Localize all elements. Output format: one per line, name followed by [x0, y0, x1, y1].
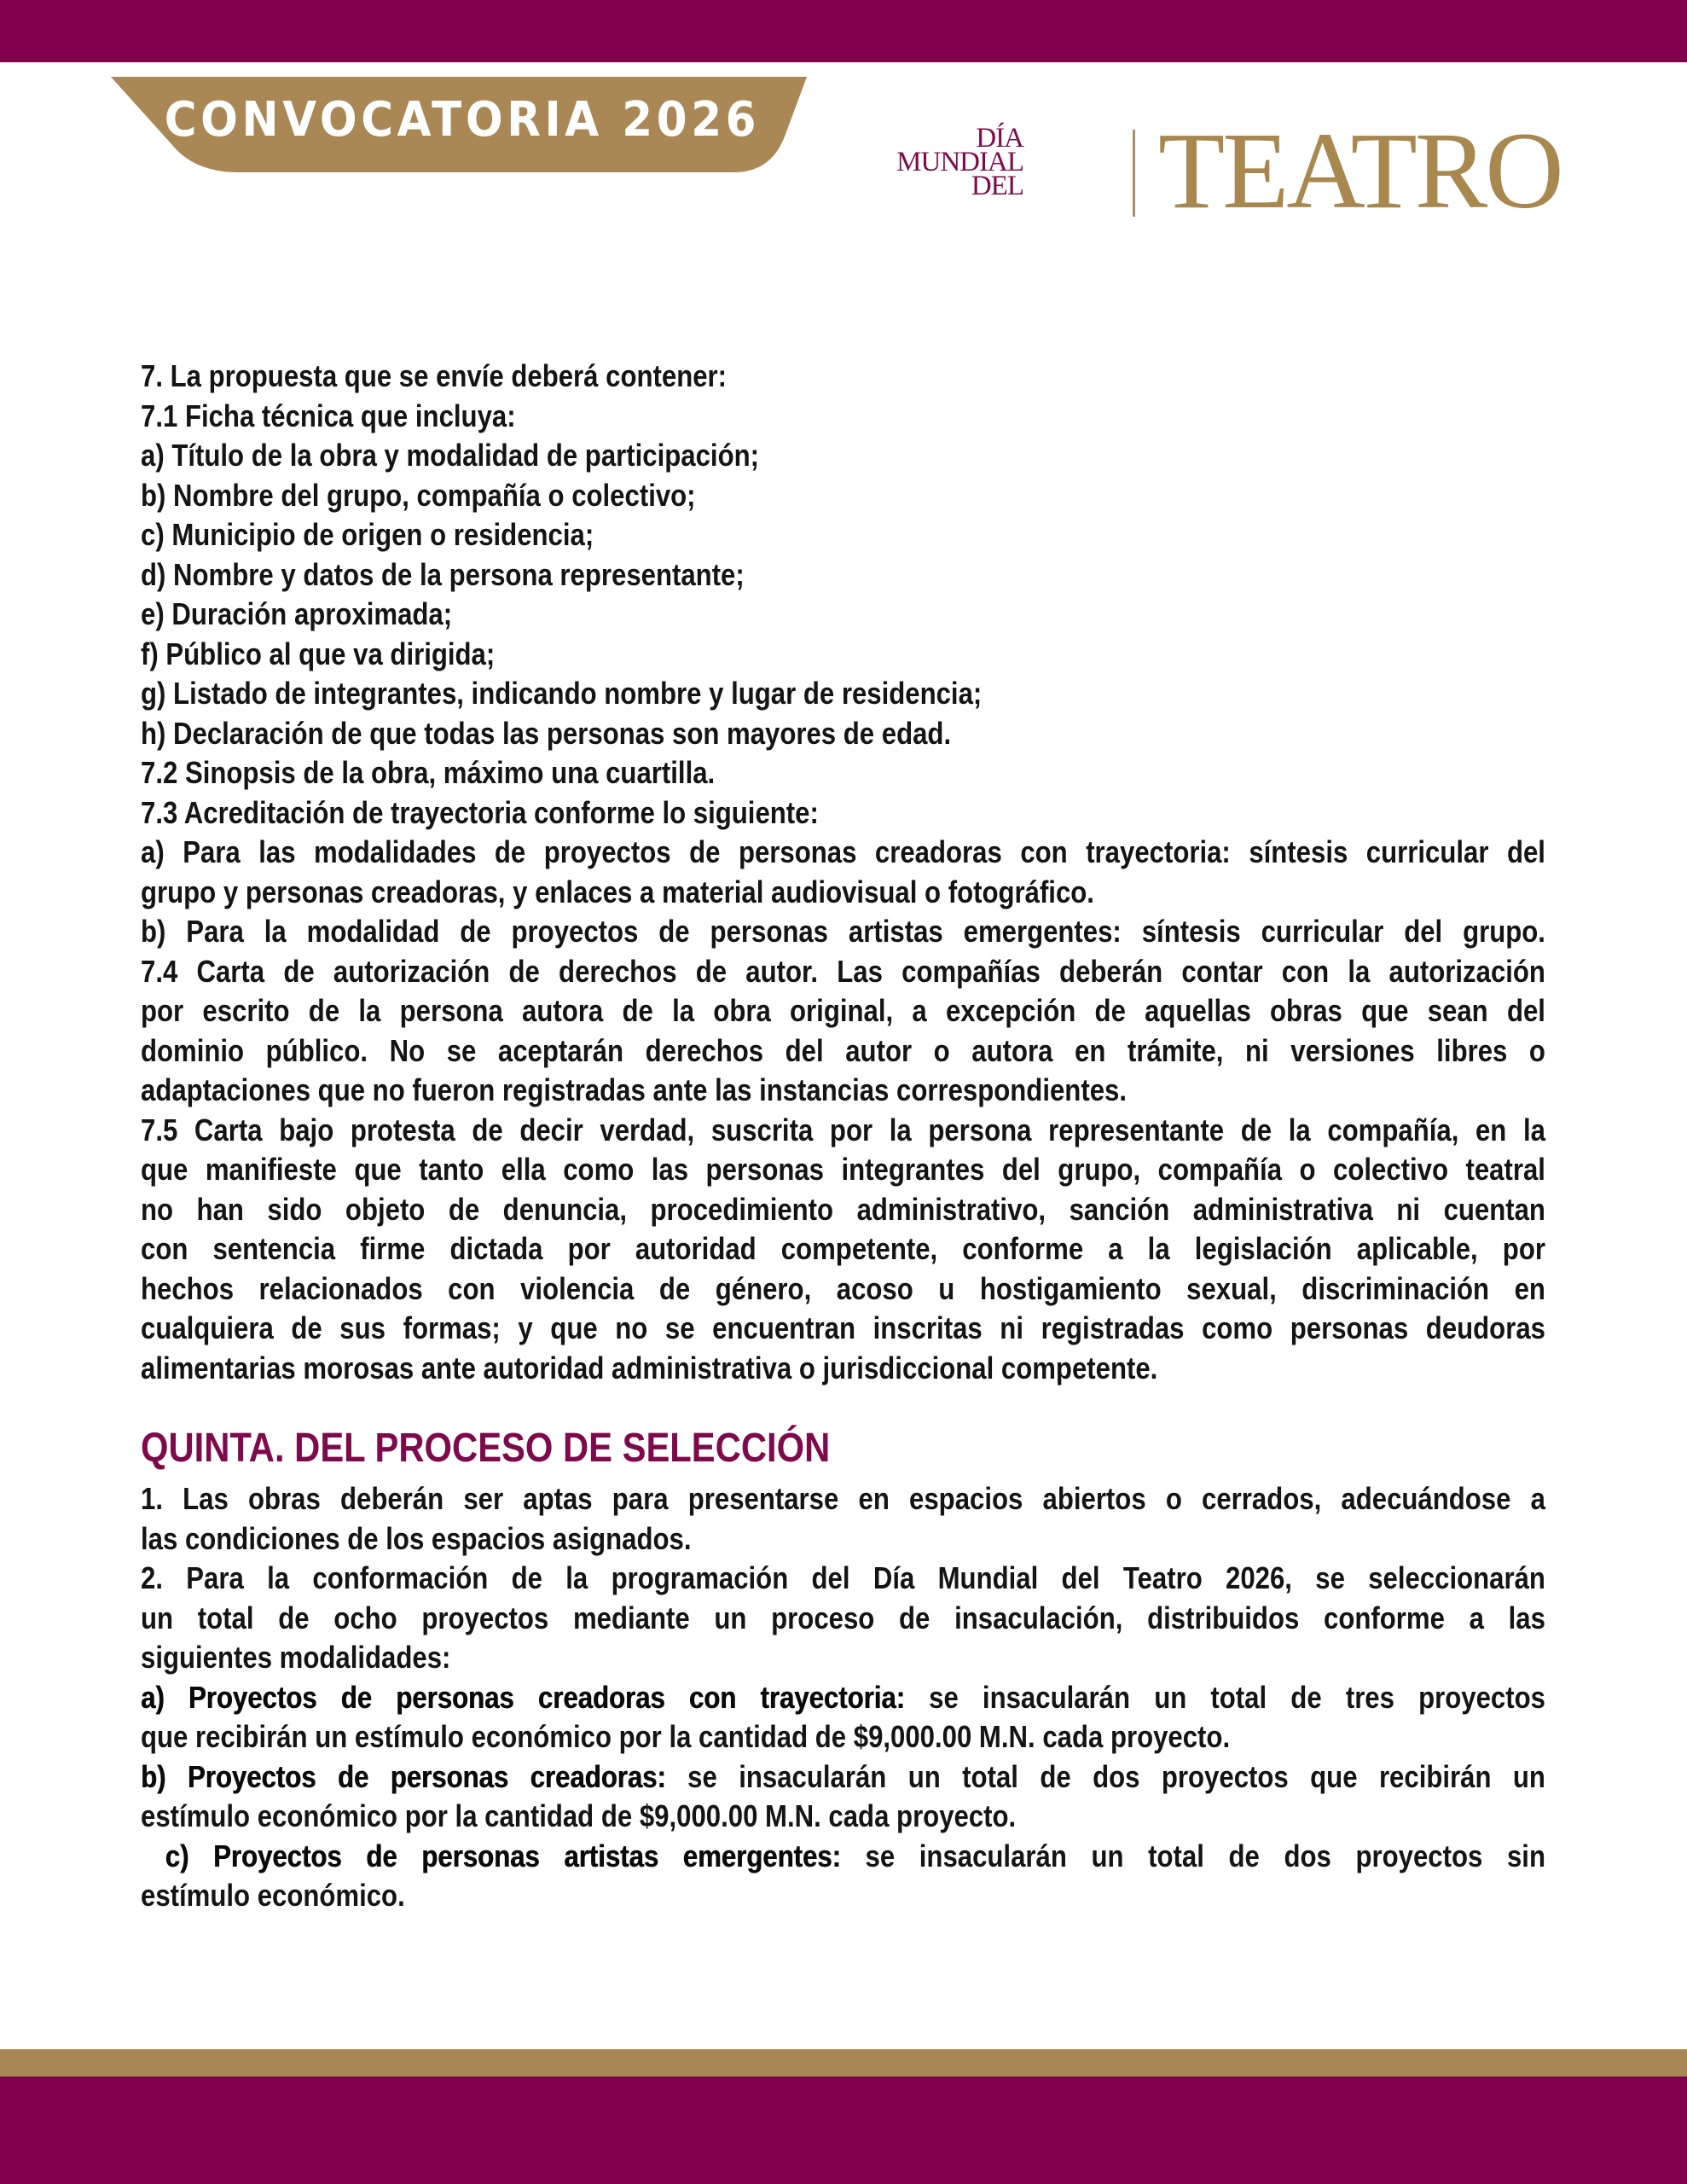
logo-small-text — [896, 123, 1023, 201]
text-line — [141, 1678, 1545, 1718]
section-heading-quinta: QUINTA. DEL PROCESO DE SELECCIÓN — [141, 1426, 831, 1471]
line-text: estímulo económico por la cantidad de $9,000.00 M.N. cada proyecto. — [141, 1798, 1017, 1833]
text-line: b) Para la modalidad de proyectos de personas artistas emergentes: síntesis curricular del grupo. — [141, 914, 1545, 949]
text-line: 7.2 Sinopsis de la obra, máximo una cuartilla. — [141, 755, 716, 790]
text-line — [141, 1797, 1545, 1837]
text-line — [141, 1717, 1545, 1757]
text-line — [141, 1479, 1545, 1519]
text-line — [141, 1757, 1545, 1798]
text-line: por escrito de la persona autora de la obra original, a excepción de aquellas obras que sean del — [141, 993, 1545, 1028]
text-line: 7. La propuesta que se envíe deberá contener: — [141, 358, 728, 393]
text-line: adaptaciones que no fueron registradas ante las instancias correspondientes. — [141, 1072, 1127, 1107]
text-line: cualquiera de sus formas; y que no se encuentran inscritas ni registradas como personas deudoras — [141, 1310, 1545, 1345]
line-text: se insacularán un total de tres proyectos — [904, 1679, 1545, 1715]
line-text: se insacularán un total de dos proyectos sin — [840, 1838, 1545, 1873]
text-line — [141, 1559, 1545, 1599]
logo-teatro-word: TEATRO — [1158, 110, 1562, 231]
text-line — [141, 1519, 1545, 1560]
logo-line-del: DEL — [971, 171, 1023, 201]
line-text: se insacularán un total de dos proyectos que recibirán un — [665, 1758, 1545, 1794]
bottom-gold-band — [0, 2049, 1687, 2077]
banner-title: CONVOCATORIA 2026 — [164, 91, 761, 148]
text-line: alimentarias morosas ante autoridad administrativa o jurisdiccional competente. — [141, 1350, 1158, 1385]
text-line — [141, 1876, 1545, 1916]
text-line: a) Título de la obra y modalidad de participación; — [141, 438, 759, 473]
text-line: 7.1 Ficha técnica que incluya: — [141, 398, 516, 433]
text-line: a) Para las modalidades de proyectos de personas creadoras con trayectoria: síntesis curricular del — [141, 834, 1545, 869]
text-line: no han sido objeto de denuncia, procedimiento administrativo, sanción administrativa ni cuentan — [141, 1191, 1545, 1227]
text-line: grupo y personas creadoras, y enlaces a material audiovisual o fotográfico. — [141, 874, 1094, 909]
logo-line-dia: DÍA — [976, 123, 1023, 154]
text-line: hechos relacionados con violencia de género, acoso u hostigamiento sexual, discriminación en — [141, 1270, 1545, 1306]
text-line: e) Duración aproximada; — [141, 596, 453, 631]
text-line: g) Listado de integrantes, indicando nombre y lugar de residencia; — [141, 676, 983, 711]
modality-label: c) Proyectos de personas artistas emergentes: — [141, 1838, 841, 1873]
modality-label: a) Proyectos de personas creadoras con trayectoria: — [141, 1679, 905, 1715]
modality-label: b) Proyectos de personas creadoras: — [141, 1758, 666, 1794]
bottom-color-band — [0, 2077, 1687, 2184]
line-text: siguientes modalidades: — [141, 1640, 451, 1675]
section-requirements — [141, 357, 1545, 1388]
dia-mundial-del-teatro-logo — [896, 110, 1562, 231]
text-line: f) Público al que va dirigida; — [141, 636, 496, 671]
line-text: 1. Las obras deberán ser aptas para presentarse en espacios abiertos o cerrados, adecuándose a — [141, 1481, 1545, 1516]
text-line — [141, 1837, 1545, 1877]
line-text: las condiciones de los espacios asignados. — [141, 1520, 692, 1556]
section-selection-process — [141, 1479, 1545, 1916]
logo-divider — [1133, 130, 1135, 217]
convocatoria-banner — [111, 77, 807, 172]
text-line: b) Nombre del grupo, compañía o colectivo; — [141, 477, 696, 513]
text-line: que manifieste que tanto ella como las personas integrantes del grupo, compañía o colectivo teatral — [141, 1152, 1545, 1187]
line-text: estímulo económico. — [141, 1878, 405, 1913]
text-line: c) Municipio de origen o residencia; — [141, 517, 594, 552]
text-line: 7.4 Carta de autorización de derechos de autor. Las compañías deberán contar con la autorización — [141, 953, 1545, 989]
top-color-band — [0, 0, 1687, 62]
text-line: h) Declaración de que todas las personas son mayores de edad. — [141, 715, 952, 751]
text-line: 7.3 Acreditación de trayectoria conforme lo siguiente: — [141, 794, 819, 830]
logo-line-mundial: MUNDIAL — [896, 147, 1023, 177]
line-text: 2. Para la conformación de la programación del Día Mundial del Teatro 2026, se seleccionarán — [141, 1560, 1545, 1595]
text-line: dominio público. No se aceptarán derechos del autor o autora en trámite, ni versiones libres o — [141, 1032, 1545, 1068]
text-line — [141, 1599, 1545, 1639]
text-line: 7.5 Carta bajo protesta de decir verdad, suscrita por la persona representante de la compañía, en la — [141, 1112, 1545, 1147]
text-line — [141, 1638, 1545, 1678]
text-line: d) Nombre y datos de la persona representante; — [141, 556, 745, 592]
text-line: con sentencia firme dictada por autoridad competente, conforme a la legislación aplicable, por — [141, 1231, 1545, 1266]
line-text: que recibirán un estímulo económico por la cantidad de $9,000.00 M.N. cada proyecto. — [141, 1719, 1231, 1754]
line-text: un total de ocho proyectos mediante un proceso de insaculación, distribuidos conforme a las — [141, 1600, 1545, 1635]
